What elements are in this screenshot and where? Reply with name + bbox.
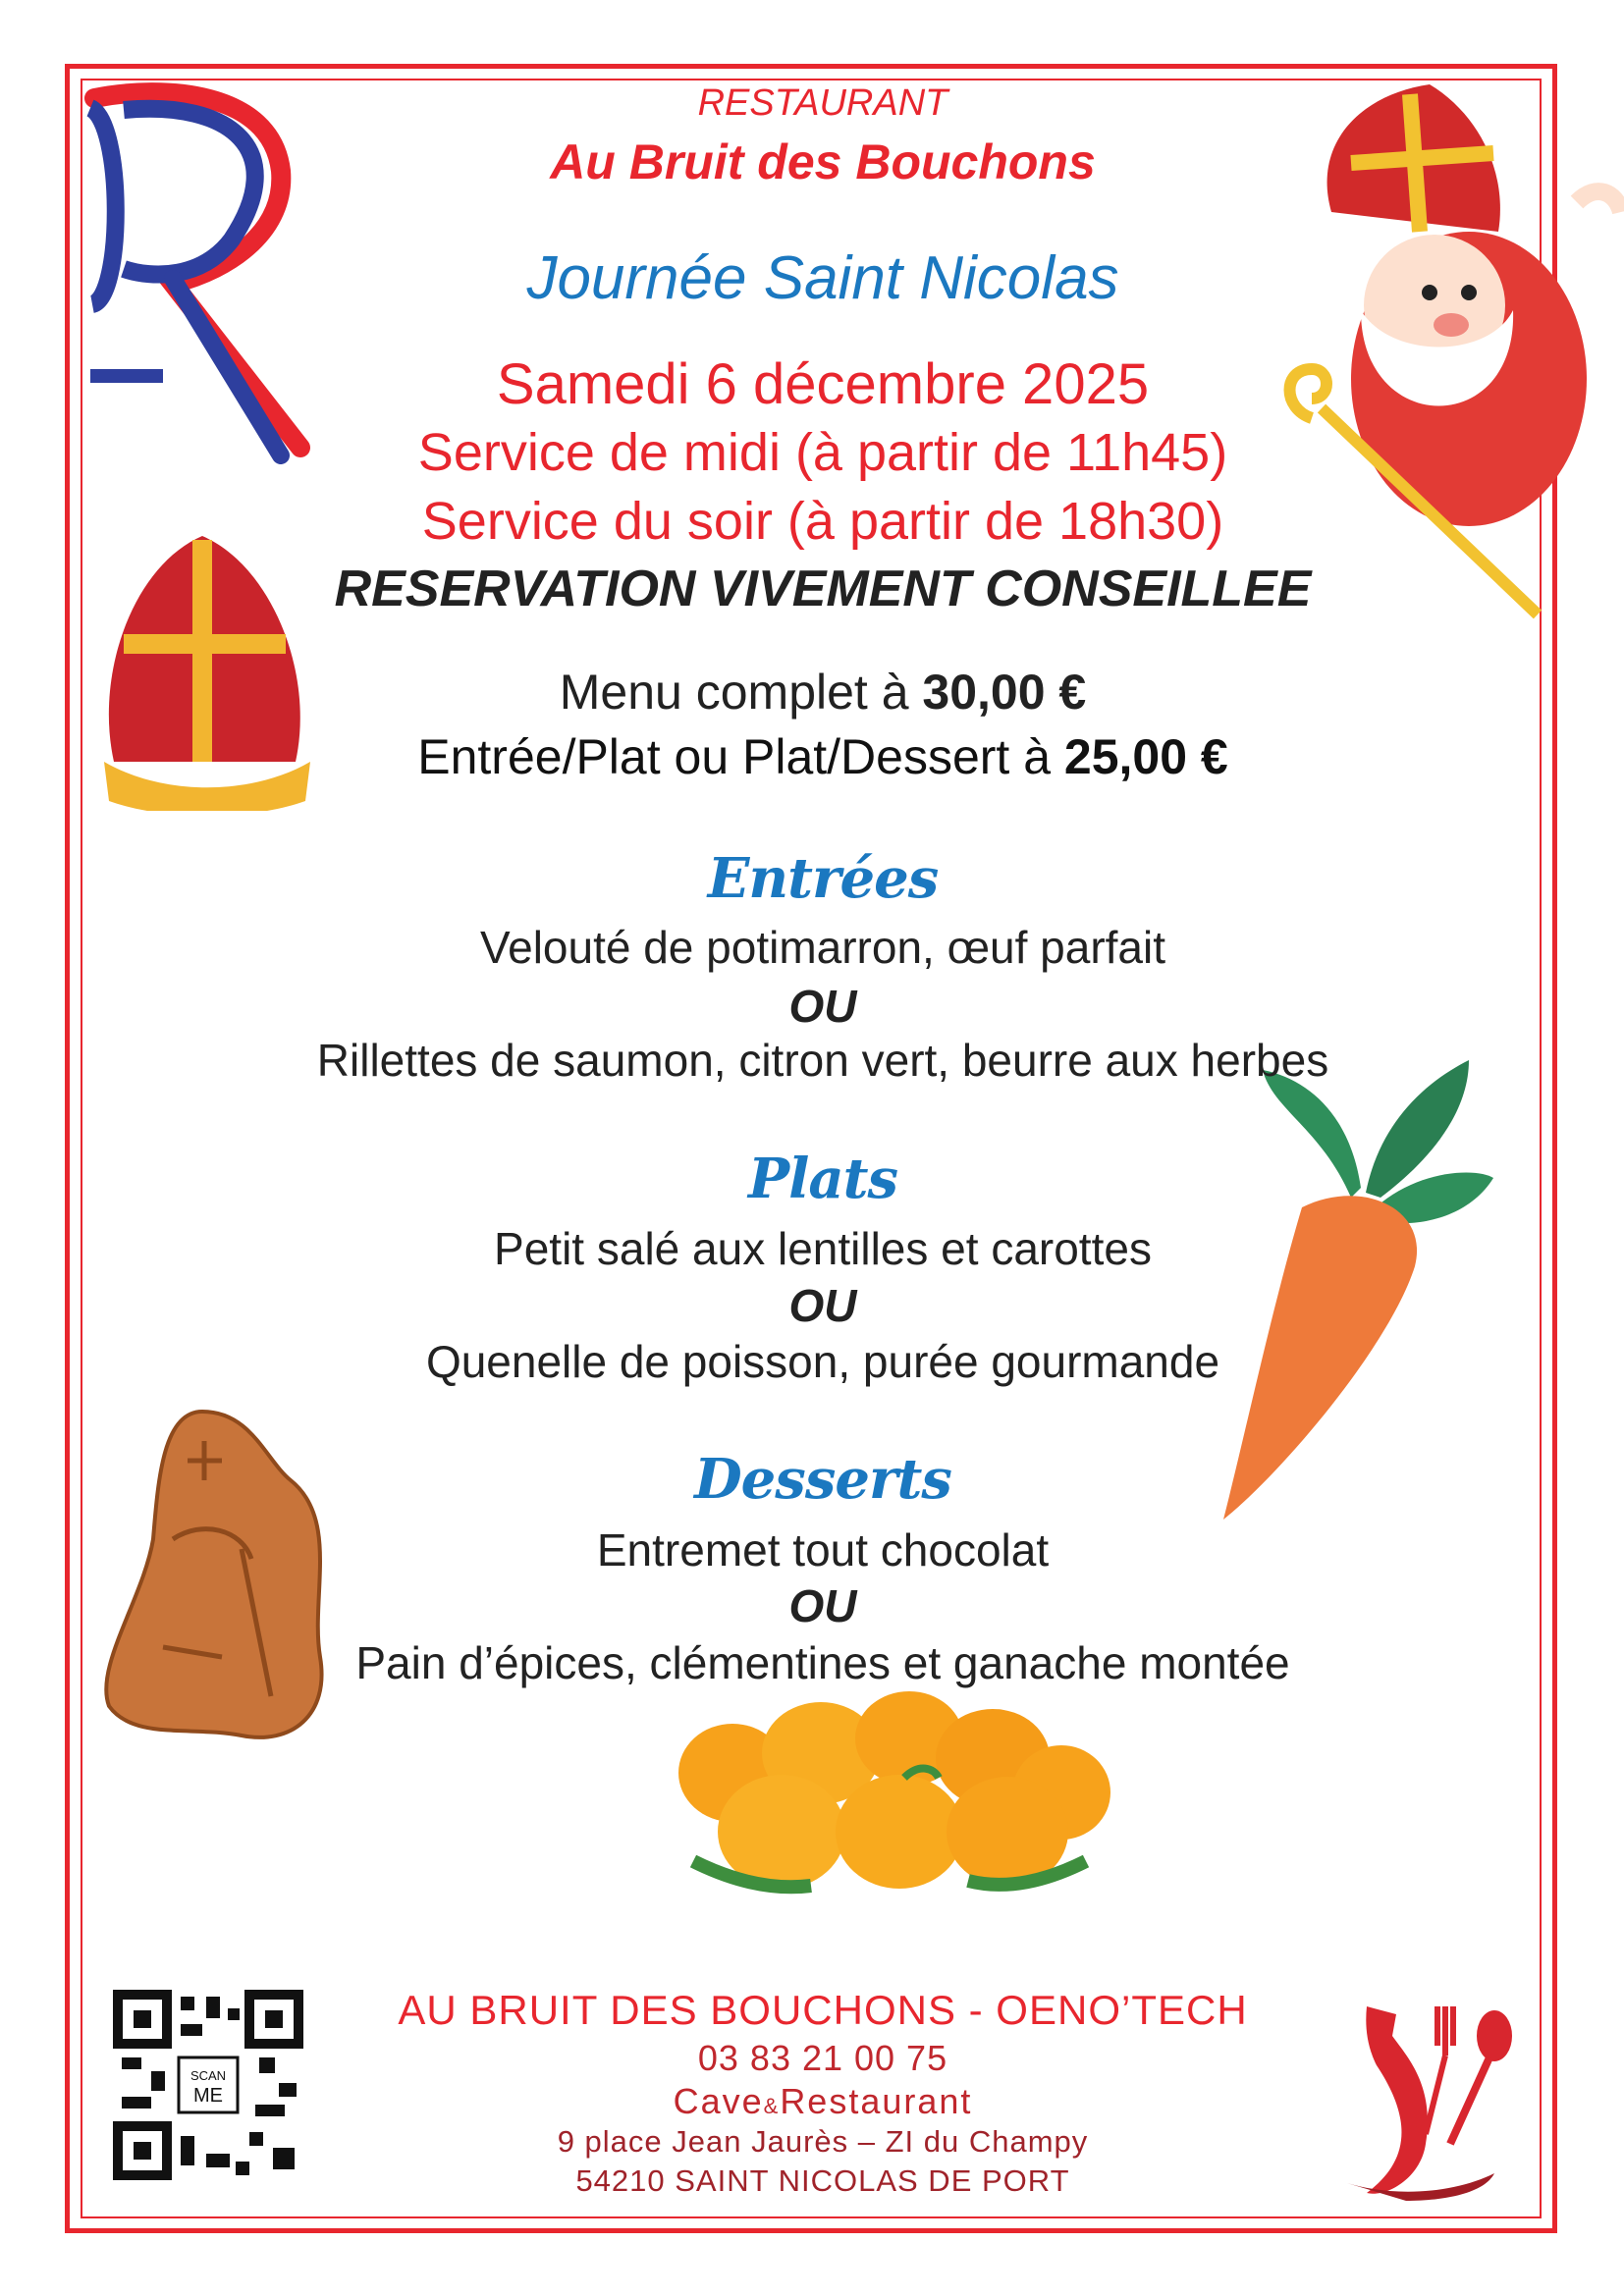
qr-label-top: SCAN bbox=[189, 2068, 227, 2083]
full-menu-price: 30,00 € bbox=[922, 665, 1087, 720]
plat-separator: OU bbox=[788, 1280, 857, 1331]
dessert-separator: OU bbox=[788, 1580, 857, 1631]
partial-menu-price-line bbox=[177, 728, 1469, 785]
footer-business-name: AU BRUIT DES BOUCHONS - OENO’TECH bbox=[398, 1987, 1248, 2033]
entree-option-2: Rillettes de saumon, citron vert, beurre aux herbes bbox=[316, 1035, 1329, 1086]
section-title-desserts: Desserts bbox=[694, 1447, 951, 1512]
full-menu-price-line bbox=[177, 664, 1469, 721]
entree-option-1: Velouté de potimarron, œuf parfait bbox=[479, 922, 1166, 973]
event-title: Journée Saint Nicolas bbox=[526, 244, 1119, 312]
plat-option-1: Petit salé aux lentilles et carottes bbox=[494, 1223, 1152, 1274]
service-soir: Service du soir (à partir de 18h30) bbox=[421, 492, 1224, 551]
dessert-option-1: Entremet tout chocolat bbox=[596, 1524, 1050, 1575]
footer-ampersand: & bbox=[763, 2094, 781, 2118]
footer-address-line-1: 9 place Jean Jaurès – ZI du Champy bbox=[557, 2124, 1089, 2159]
footer-phone[interactable]: 03 83 21 00 75 bbox=[697, 2038, 948, 2078]
event-date: Samedi 6 décembre 2025 bbox=[496, 352, 1150, 416]
section-title-plats: Plats bbox=[747, 1147, 898, 1211]
entree-separator: OU bbox=[788, 981, 857, 1032]
clementines-icon bbox=[674, 1684, 1115, 1900]
partial-menu-price: 25,00 € bbox=[1063, 729, 1228, 784]
restaurant-label: RESTAURANT bbox=[697, 82, 948, 124]
reservation-note: RESERVATION VIVEMENT CONSEILLEE bbox=[334, 561, 1312, 617]
section-title-entrees: Entrées bbox=[707, 846, 939, 911]
qr-label-bottom: ME bbox=[193, 2085, 223, 2107]
plat-option-2: Quenelle de poisson, purée gourmande bbox=[425, 1336, 1220, 1387]
footer-cave-restaurant bbox=[177, 2081, 1469, 2122]
service-midi: Service de midi (à partir de 11h45) bbox=[417, 423, 1228, 482]
restaurant-name: Au Bruit des Bouchons bbox=[550, 134, 1096, 189]
partial-menu-label: Entrée/Plat ou Plat/Dessert à bbox=[417, 729, 1064, 784]
footer-restaurant-word: Restaurant bbox=[780, 2081, 973, 2121]
footer-cave-word: Cave bbox=[673, 2081, 764, 2121]
dessert-option-2: Pain d’épices, clémentines et ganache montée bbox=[355, 1637, 1290, 1688]
full-menu-label: Menu complet à bbox=[559, 665, 923, 720]
footer-address-line-2: 54210 SAINT NICOLAS DE PORT bbox=[575, 2163, 1070, 2198]
